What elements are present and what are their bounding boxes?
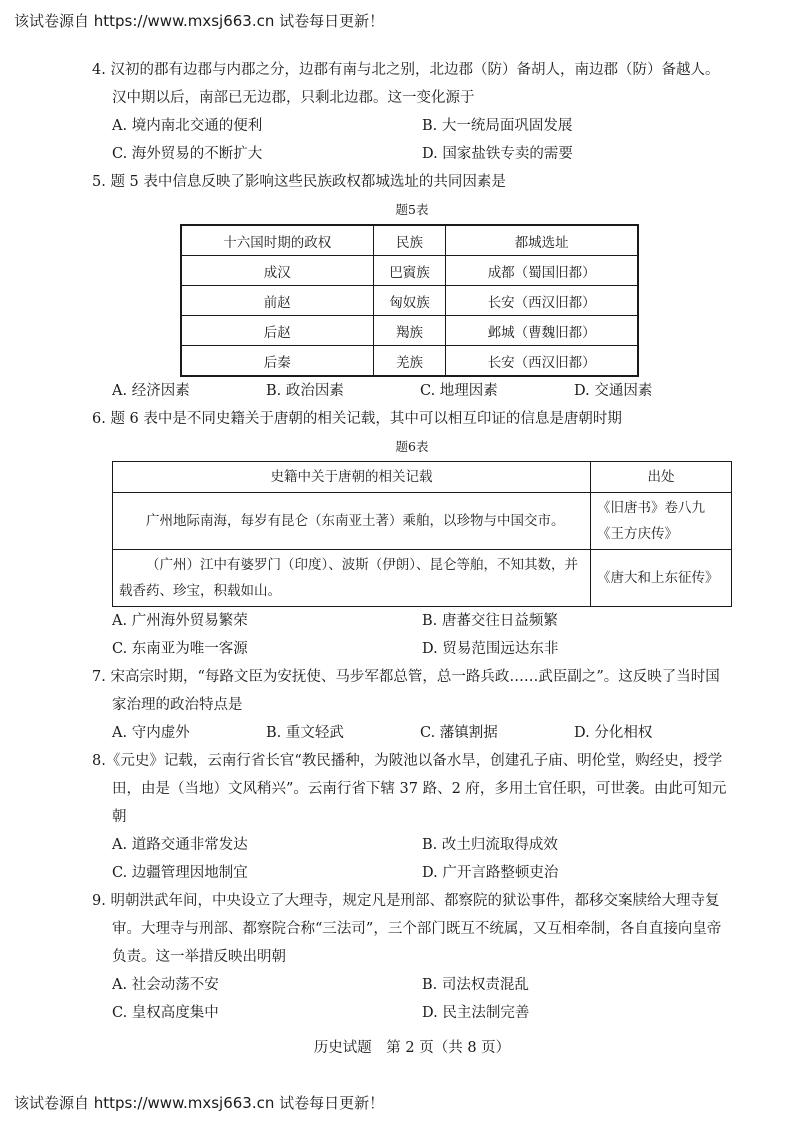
answer-options <box>92 377 732 405</box>
answer-options <box>92 112 732 168</box>
option-c: C. 边疆管理因地制宜 <box>112 865 248 881</box>
question-5 <box>92 168 732 405</box>
option-a: A. 守内虚外 <box>112 725 190 741</box>
question-9 <box>92 887 732 1027</box>
table-cell: 邺城（曹魏旧都） <box>446 316 638 346</box>
question-stem: 5. 题 5 表中信息反映了影响这些民族政权都城选址的共同因素是 <box>92 174 506 190</box>
question-4 <box>92 56 732 168</box>
table-row <box>181 286 638 316</box>
table-row <box>181 316 638 346</box>
option-d: D. 民主法制完善 <box>422 1005 530 1021</box>
option-b: B. 政治因素 <box>266 383 344 399</box>
table-cell: 《唐大和上东征传》 <box>591 550 732 607</box>
option-d: D. 广开言路整顿吏治 <box>422 865 559 881</box>
table-header-cell: 史籍中关于唐朝的相关记载 <box>113 462 591 493</box>
table-cell: 广州地际南海，每岁有昆仑（东南亚土著）乘舶，以珍物与中国交市。 <box>113 493 591 550</box>
option-d: D. 交通因素 <box>574 383 653 399</box>
table-row <box>113 493 732 550</box>
option-c: C. 东南亚为唯一客源 <box>112 641 248 657</box>
table-header-cell: 都城选址 <box>446 225 638 256</box>
page-number-footer: 历史试题 第 2 页（共 8 页） <box>313 1040 511 1056</box>
question-stem: 4. 汉初的郡有边郡与内郡之分，边郡有南与北之别，北边郡（防）备胡人，南边郡（防）备越人。汉中期以后，南部已无边郡，只剩北边郡。这一变化源于 <box>92 62 720 106</box>
answer-options <box>92 971 732 1027</box>
table-header-cell: 民族 <box>373 225 446 256</box>
question-7 <box>92 663 732 747</box>
option-a: A. 境内南北交通的便利 <box>112 118 263 134</box>
option-d: D. 国家盐铁专卖的需要 <box>422 146 573 162</box>
table-header-row <box>181 225 638 256</box>
option-b: B. 唐蕃交往日益频繁 <box>422 613 558 629</box>
source-banner-bottom: 该试卷源自 https://www.mxsj663.cn 试卷每日更新！ <box>14 1094 385 1112</box>
table-cell: 匈奴族 <box>373 286 446 316</box>
table-cell: （广州）江中有婆罗门（印度）、波斯（伊朗）、昆仑等舶，不知其数，并载香药、珍宝，积载如山。 <box>113 550 591 607</box>
question-stem: 8.《元史》记载，云南行省长官“教民播种，为陂池以备水旱，创建孔子庙、明伦堂，购经史，授学田，由是（当地）文风稍兴”。云南行省下辖 37 路、2 府，多用土官任职，可世袭。由此可知元朝 <box>92 753 727 825</box>
option-b: B. 重文轻武 <box>266 725 344 741</box>
question-6 <box>92 405 732 663</box>
table-cell: 成都（蜀国旧都） <box>446 256 638 286</box>
answer-options <box>92 831 732 887</box>
table-cell: 羌族 <box>373 346 446 377</box>
option-d: D. 分化相权 <box>574 725 653 741</box>
table-row <box>181 346 638 377</box>
question-stem: 7. 宋高宗时期，“每路文臣为安抚使、马步军都总管，总一路兵政……武臣副之”。这反映了当时国家治理的政治特点是 <box>92 669 720 713</box>
option-b: B. 司法权责混乱 <box>422 977 529 993</box>
option-a: A. 社会动荡不安 <box>112 977 219 993</box>
table-cell: 长安（西汉旧都） <box>446 346 638 377</box>
option-c: C. 皇权高度集中 <box>112 1005 219 1021</box>
table-row <box>113 550 732 607</box>
option-a: A. 道路交通非常发达 <box>112 837 248 853</box>
table-cell: 羯族 <box>373 316 446 346</box>
exam-content <box>92 56 732 1063</box>
table-row <box>181 256 638 286</box>
table-cell: 后秦 <box>181 346 373 377</box>
table-cell: 长安（西汉旧都） <box>446 286 638 316</box>
option-b: B. 改土归流取得成效 <box>422 837 558 853</box>
table-cell: 后赵 <box>181 316 373 346</box>
answer-options <box>92 607 732 663</box>
source-banner-top: 该试卷源自 https://www.mxsj663.cn 试卷每日更新！ <box>14 12 385 30</box>
option-b: B. 大一统局面巩固发展 <box>422 118 573 134</box>
regimes-table <box>180 224 639 377</box>
table-header-cell: 十六国时期的政权 <box>181 225 373 256</box>
table-cell: 《旧唐书》卷八九《王方庆传》 <box>591 493 732 550</box>
option-d: D. 贸易范围远达东非 <box>422 641 559 657</box>
table-cell: 前赵 <box>181 286 373 316</box>
option-a: A. 广州海外贸易繁荣 <box>112 613 248 629</box>
option-c: C. 地理因素 <box>420 383 498 399</box>
question-8 <box>92 747 732 887</box>
question-stem: 9. 明朝洪武年间，中央设立了大理寺，规定凡是刑部、都察院的狱讼事件，都移交案牍给大理寺复审。大理寺与刑部、都察院合称“三法司”，三个部门既互不统属，又互相牵制，各自直接向皇帝负责。这一举措反映出明朝 <box>92 893 722 965</box>
records-table <box>112 461 732 607</box>
table-caption: 题6表 <box>395 439 429 454</box>
table-cell: 成汉 <box>181 256 373 286</box>
table-header-cell: 出处 <box>591 462 732 493</box>
option-a: A. 经济因素 <box>112 383 190 399</box>
table-caption: 题5表 <box>395 202 429 217</box>
answer-options <box>92 719 732 747</box>
option-c: C. 海外贸易的不断扩大 <box>112 146 263 162</box>
table-cell: 巴賨族 <box>373 256 446 286</box>
option-c: C. 藩镇割据 <box>420 725 498 741</box>
table-header-row <box>113 462 732 493</box>
question-stem: 6. 题 6 表中是不同史籍关于唐朝的相关记载，其中可以相互印证的信息是唐朝时期 <box>92 411 622 427</box>
